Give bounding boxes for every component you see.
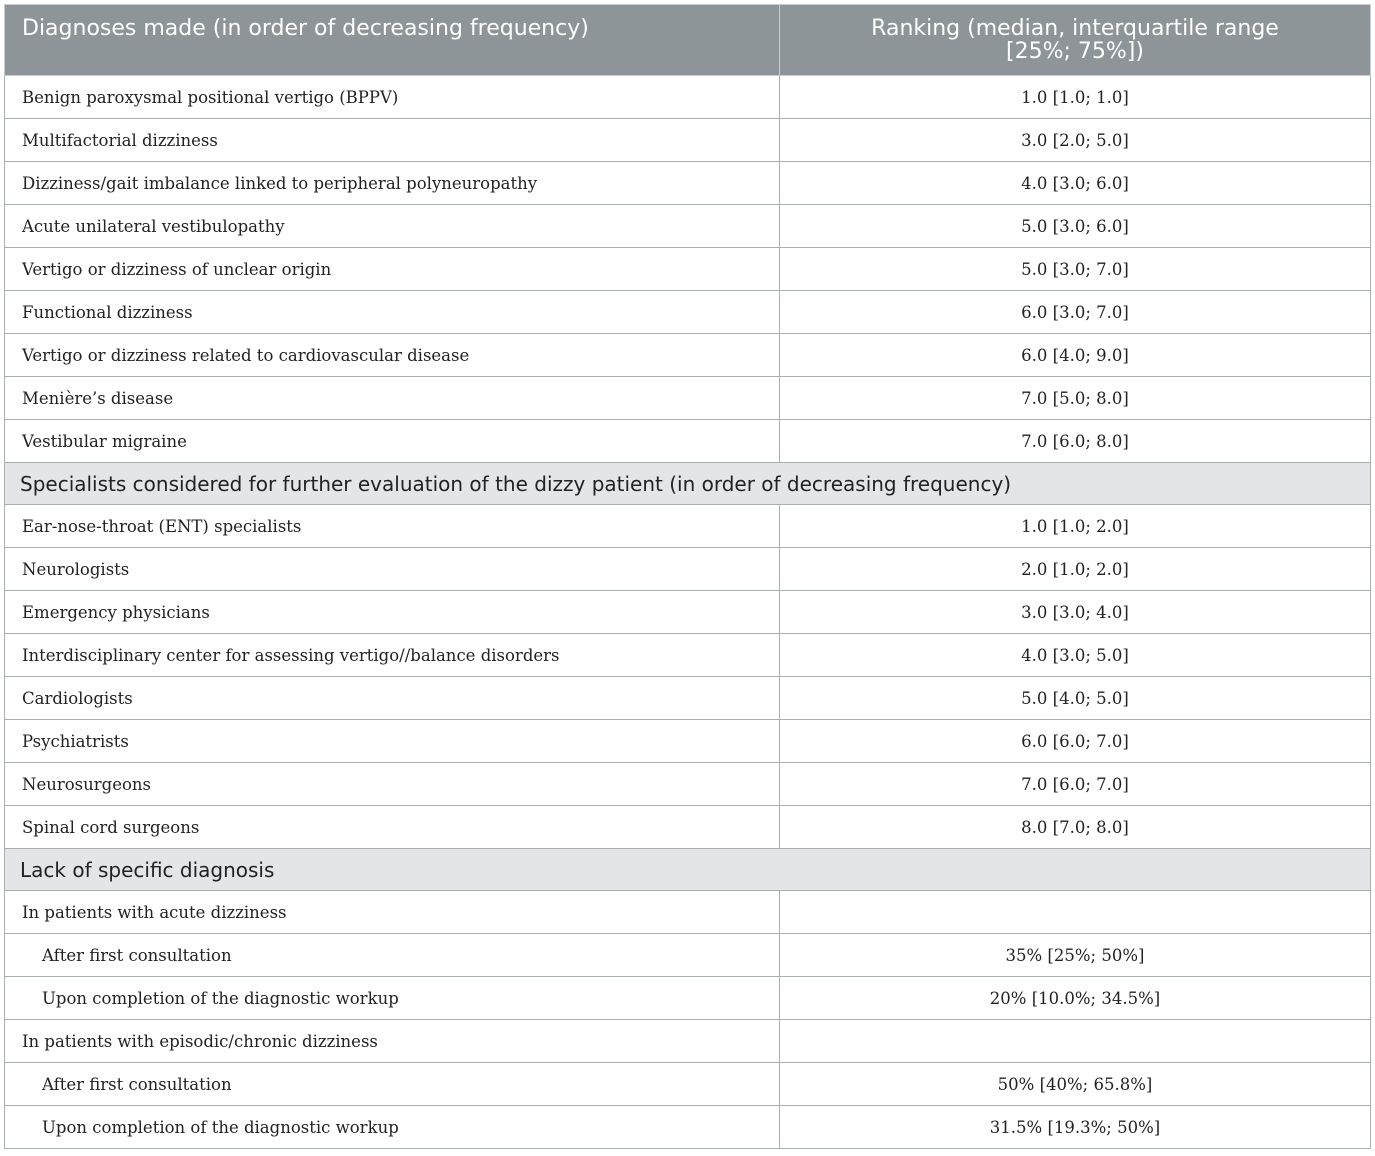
table-row: [5, 119, 1371, 162]
row-label: Acute unilateral vestibulopathy: [5, 205, 780, 248]
row-label: Menière’s disease: [5, 377, 780, 420]
table-row: [5, 248, 1371, 291]
table-row: [5, 1020, 1371, 1063]
row-label: Emergency physicians: [5, 591, 780, 634]
table-body: [5, 76, 1371, 1149]
row-label: Dizziness/gait imbalance linked to peripheral polyneuropathy: [5, 162, 780, 205]
row-value: 6.0 [6.0; 7.0]: [780, 720, 1371, 763]
table-row: [5, 162, 1371, 205]
row-value: [780, 1020, 1371, 1063]
row-label: Neurologists: [5, 548, 780, 591]
row-value: 1.0 [1.0; 2.0]: [780, 505, 1371, 548]
row-value: 6.0 [3.0; 7.0]: [780, 291, 1371, 334]
row-value: 5.0 [3.0; 7.0]: [780, 248, 1371, 291]
section-heading-specialists: Specialists considered for further evaluation of the dizzy patient (in order of decreasing frequency): [5, 463, 1371, 505]
row-value: 7.0 [5.0; 8.0]: [780, 377, 1371, 420]
table-row: [5, 591, 1371, 634]
row-value: 3.0 [2.0; 5.0]: [780, 119, 1371, 162]
table-row: [5, 420, 1371, 463]
results-table-container: [4, 4, 1370, 1149]
row-label: Vestibular migraine: [5, 420, 780, 463]
table-row: [5, 377, 1371, 420]
row-value: 4.0 [3.0; 6.0]: [780, 162, 1371, 205]
row-value: 6.0 [4.0; 9.0]: [780, 334, 1371, 377]
table-row: [5, 934, 1371, 977]
table-header-row: [5, 5, 1371, 76]
row-label: Benign paroxysmal positional vertigo (BPPV): [5, 76, 780, 119]
row-label: In patients with acute dizziness: [5, 891, 780, 934]
row-label: After first consultation: [5, 934, 780, 977]
row-label: In patients with episodic/chronic dizziness: [5, 1020, 780, 1063]
table-row: [5, 720, 1371, 763]
header-ranking: Ranking (median, interquartile range [25%; 75%]): [780, 5, 1371, 76]
row-value: 7.0 [6.0; 7.0]: [780, 763, 1371, 806]
row-value: 8.0 [7.0; 8.0]: [780, 806, 1371, 849]
row-value: 5.0 [4.0; 5.0]: [780, 677, 1371, 720]
row-value: 7.0 [6.0; 8.0]: [780, 420, 1371, 463]
row-value: 1.0 [1.0; 1.0]: [780, 76, 1371, 119]
row-label: Cardiologists: [5, 677, 780, 720]
table-row: [5, 505, 1371, 548]
section-row-lack: [5, 849, 1371, 891]
table-row: [5, 806, 1371, 849]
row-value: 20% [10.0%; 34.5%]: [780, 977, 1371, 1020]
table-row: [5, 291, 1371, 334]
table-row: [5, 677, 1371, 720]
row-value: 35% [25%; 50%]: [780, 934, 1371, 977]
section-row-specialists: [5, 463, 1371, 505]
row-label: Neurosurgeons: [5, 763, 780, 806]
table-row: [5, 763, 1371, 806]
table-row: [5, 634, 1371, 677]
row-label: Vertigo or dizziness related to cardiovascular disease: [5, 334, 780, 377]
row-value: 3.0 [3.0; 4.0]: [780, 591, 1371, 634]
row-value: 31.5% [19.3%; 50%]: [780, 1106, 1371, 1149]
row-label: After first consultation: [5, 1063, 780, 1106]
row-label: Psychiatrists: [5, 720, 780, 763]
table-row: [5, 1106, 1371, 1149]
table-row: [5, 334, 1371, 377]
row-label: Ear-nose-throat (ENT) specialists: [5, 505, 780, 548]
table-row: [5, 977, 1371, 1020]
row-value: 4.0 [3.0; 5.0]: [780, 634, 1371, 677]
row-label: Functional dizziness: [5, 291, 780, 334]
header-diagnoses: Diagnoses made (in order of decreasing frequency): [5, 5, 780, 76]
table-row: [5, 548, 1371, 591]
row-value: 5.0 [3.0; 6.0]: [780, 205, 1371, 248]
table-row: [5, 891, 1371, 934]
row-label: Spinal cord surgeons: [5, 806, 780, 849]
section-heading-lack: Lack of specific diagnosis: [5, 849, 1371, 891]
row-label: Interdisciplinary center for assessing vertigo//balance disorders: [5, 634, 780, 677]
table-row: [5, 205, 1371, 248]
row-label: Upon completion of the diagnostic workup: [5, 977, 780, 1020]
row-value: 2.0 [1.0; 2.0]: [780, 548, 1371, 591]
table-row: [5, 1063, 1371, 1106]
row-value: 50% [40%; 65.8%]: [780, 1063, 1371, 1106]
row-value: [780, 891, 1371, 934]
row-label: Vertigo or dizziness of unclear origin: [5, 248, 780, 291]
table-row: [5, 76, 1371, 119]
row-label: Multifactorial dizziness: [5, 119, 780, 162]
row-label: Upon completion of the diagnostic workup: [5, 1106, 780, 1149]
results-table: [4, 4, 1371, 1149]
